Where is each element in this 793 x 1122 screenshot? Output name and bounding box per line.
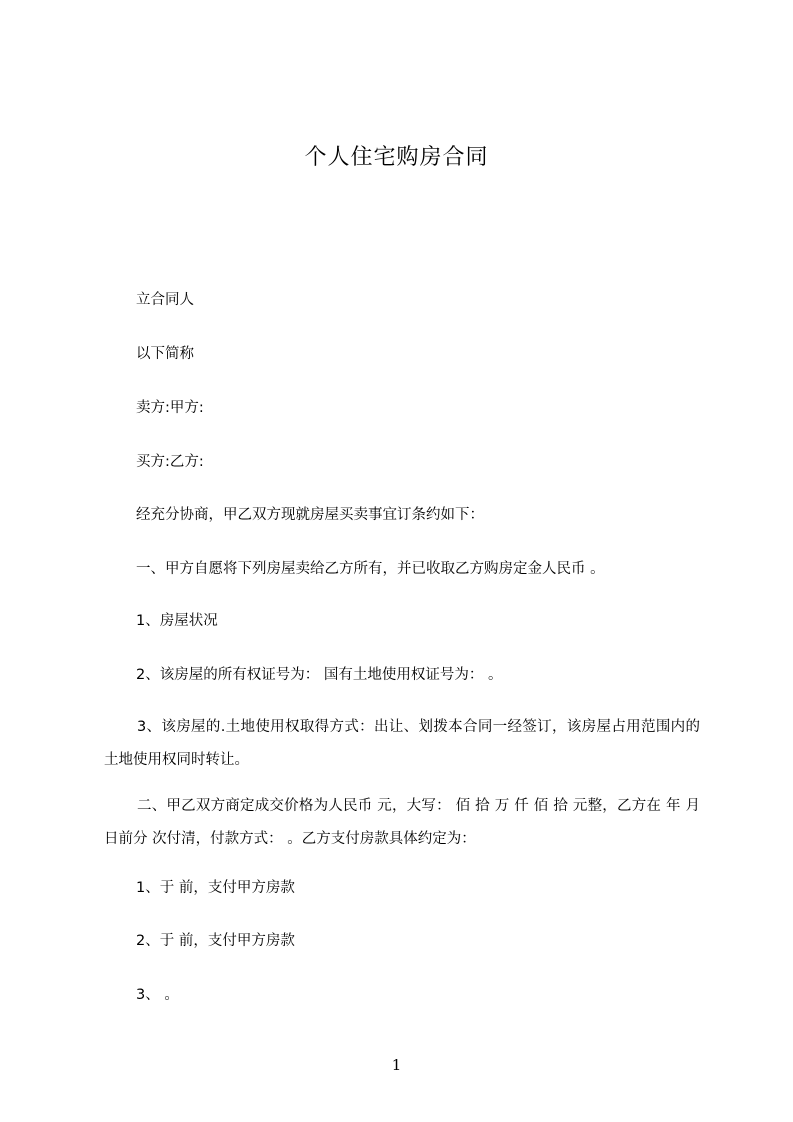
line-clause-one: 一、甲方自愿将下列房屋卖给乙方所有，并已收取乙方购房定金人民币 。 xyxy=(136,561,605,577)
line-contract-parties: 立合同人 xyxy=(136,292,194,308)
line-buyer: 买方:乙方: xyxy=(136,454,204,470)
line-abbreviation: 以下简称 xyxy=(136,346,194,362)
line-negotiation: 经充分协商，甲乙双方现就房屋买卖事宜订条约如下： xyxy=(136,507,484,523)
line-house-status: 1、房屋状况 xyxy=(136,613,218,629)
paragraph-price: 二、甲乙双方商定成交价格为人民币 元，大写： 佰 拾 万 仟 佰 拾 元整，乙方在 年 月 日前分 次付清，付款方式： 。乙方支付房款具体约定为： xyxy=(104,798,700,847)
line-certificate-numbers: 2、该房屋的所有权证号为： 国有土地使用权证号为： 。 xyxy=(136,667,503,683)
line-payment-1: 1、于 前，支付甲方房款 xyxy=(136,880,295,896)
line-payment-2: 2、于 前，支付甲方房款 xyxy=(136,933,295,949)
page-number: 1 xyxy=(391,1056,402,1074)
document-title: 个人住宅购房合同 xyxy=(304,145,489,170)
line-seller: 卖方:甲方: xyxy=(136,400,204,416)
line-payment-3: 3、 。 xyxy=(136,987,179,1003)
paragraph-land-use-rights: 3、该房屋的.土地使用权取得方式：出让、划拨本合同一经签订，该房屋占用范围内的土地使用权同时转让。 xyxy=(104,719,700,768)
